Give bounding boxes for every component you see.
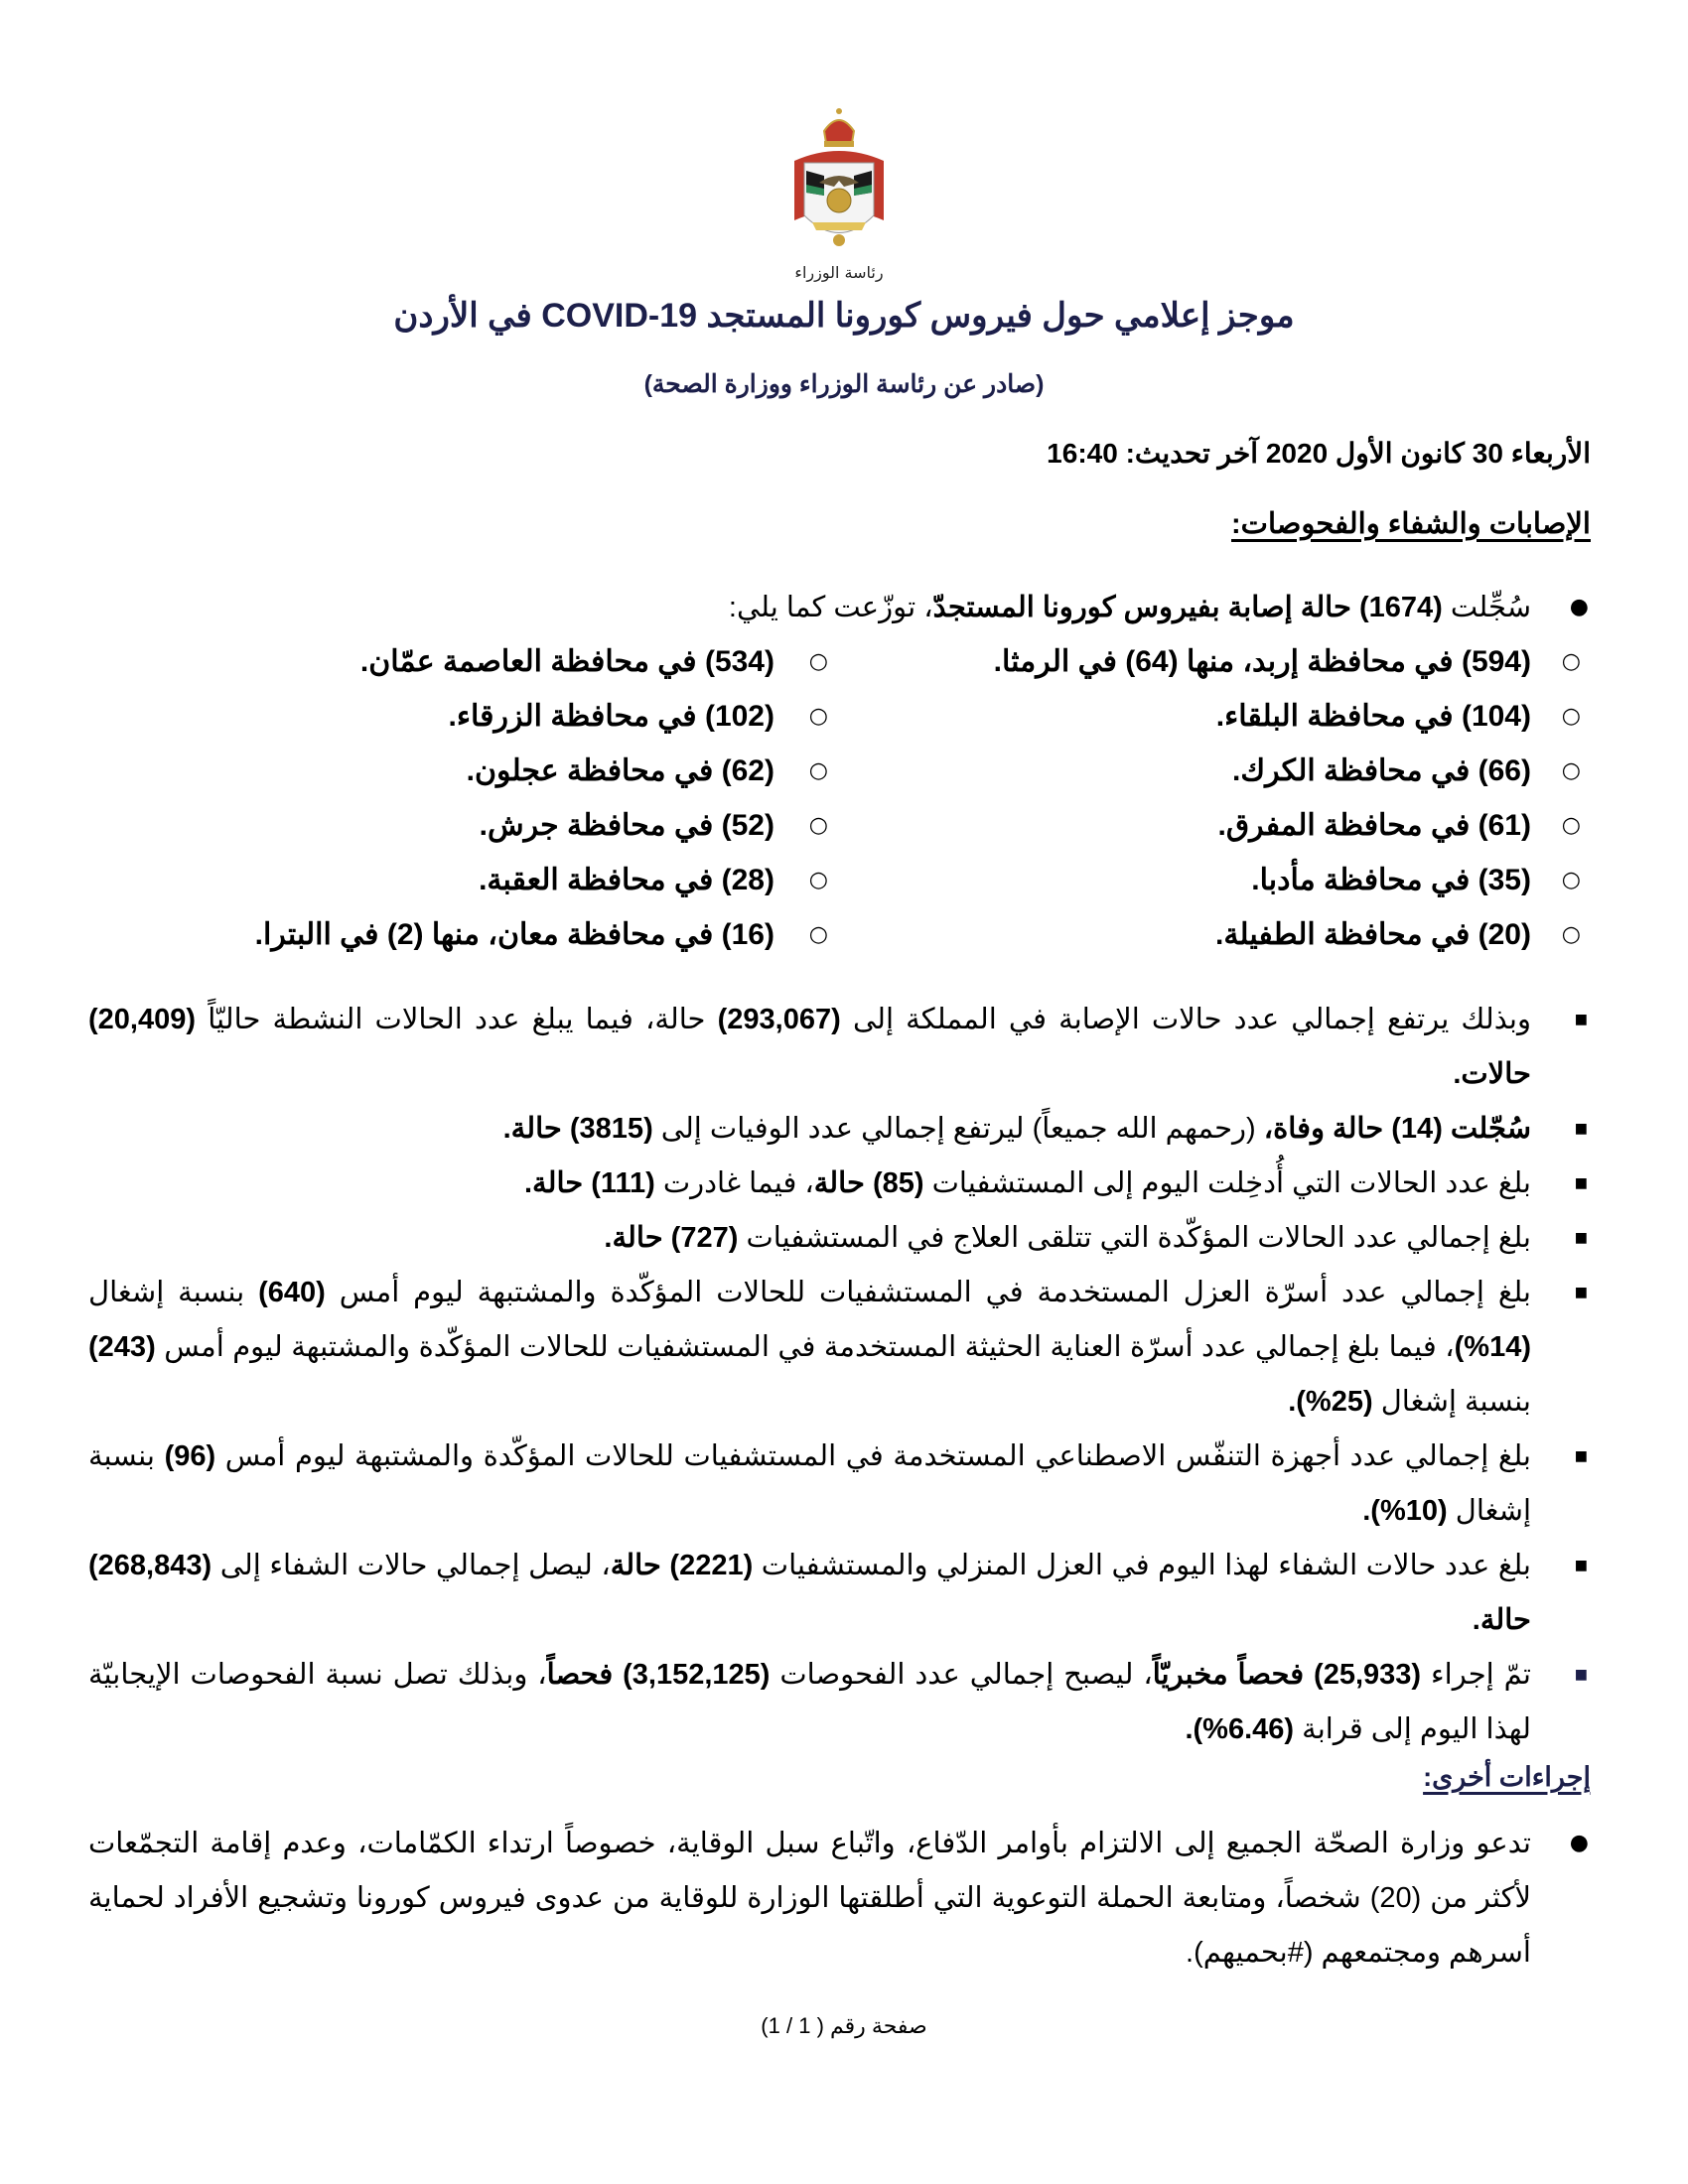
tests-paragraph: تمّ إجراء (25,933) فحصاً مخبريّاً، ليصبح إجمالي عدد الفحوصات (3,152,125) فحصاً، وبذلك تصل نسبة الفحوصات الإيجابيّة لهذا اليوم إلى قرابة (6.46%). — [88, 1659, 1531, 1745]
page-number: صفحة رقم ( 1 / 1) — [761, 2013, 927, 2038]
circle-bullet-icon: ○ — [1561, 813, 1581, 838]
circle-bullet-icon: ○ — [808, 922, 828, 947]
hospitalized-paragraph: بلغ إجمالي عدد الحالات المؤكّدة التي تتلقى العلاج في المستشفيات (727) حالة. — [604, 1222, 1531, 1254]
bullet-disc-icon: ● — [1569, 1831, 1589, 1855]
circle-bullet-icon: ○ — [1561, 922, 1581, 947]
circle-bullet-icon: ○ — [1561, 704, 1581, 729]
circle-bullet-icon: ○ — [1561, 649, 1581, 674]
circle-bullet-icon: ○ — [808, 868, 828, 892]
circle-bullet-icon: ○ — [808, 813, 828, 838]
square-bullet-icon: ■ — [1574, 1448, 1588, 1464]
governorate-item: (66) في محافظة الكرك. — [1232, 754, 1531, 787]
svg-text:رئاسة الوزراء: رئاسة الوزراء — [794, 263, 884, 282]
square-bullet-icon: ■ — [1574, 1012, 1588, 1027]
circle-bullet-icon: ○ — [808, 649, 828, 674]
governorate-item: (594) في محافظة إربد، منها (64) في الرمثا. — [993, 645, 1531, 678]
circle-bullet-icon: ○ — [808, 758, 828, 783]
governorate-item: (534) في محافظة العاصمة عمّان. — [359, 645, 774, 678]
page-subtitle: (صادر عن رئاسة الوزراء ووزارة الصحة) — [643, 370, 1045, 398]
jordan-coat-of-arms-logo — [784, 101, 894, 290]
governorate-item: (52) في محافظة جرش. — [479, 809, 774, 842]
date-last-updated: الأربعاء 30 كانون الأول 2020 آخر تحديث: 16:40 — [1047, 438, 1591, 469]
governorate-item: (61) في محافظة المفرق. — [1217, 809, 1531, 842]
square-bullet-icon: ■ — [1574, 1667, 1588, 1683]
governorate-item: (104) في محافظة البلقاء. — [1215, 700, 1531, 733]
ventilators-paragraph: بلغ إجمالي عدد أجهزة التنفّس الاصطناعي المستخدمة في المستشفيات للحالات المؤكّدة والمشتبهة ليوم أمس (96) بنسبة إشغال (10%). — [88, 1440, 1531, 1527]
governorate-item: (28) في محافظة العقبة. — [479, 864, 774, 896]
circle-bullet-icon: ○ — [1561, 868, 1581, 892]
total-cases-paragraph: وبذلك يرتفع إجمالي عدد حالات الإصابة في المملكة إلى (293,067) حالة، فيما يبلغ عدد الحالات النشطة حاليّاً (20,409) حالات. — [88, 1004, 1531, 1090]
governorate-item: (16) في محافظة معان، منها (2) في االبترا. — [254, 918, 774, 951]
bed-occupancy-paragraph: بلغ إجمالي عدد أسرّة العزل المستخدمة في المستشفيات للحالات المؤكّدة والمشتبهة ليوم أمس (640) بنسبة إشغال (14%)، فيما بلغ إجمالي عدد أسرّة العناية الحثيثة المستخدمة في المستشفيات للحالات المؤكّدة والمشتبهة ليوم أمس (243) بنسبة إشغال (25%). — [88, 1277, 1531, 1418]
governorate-item: (20) في محافظة الطفيلة. — [1215, 918, 1531, 951]
section-heading-other-measures: إجراءات أخرى: — [1423, 1762, 1591, 1792]
ministry-advisory-paragraph: تدعو وزارة الصحّة الجميع إلى الالتزام بأوامر الدّفاع، واتّباع سبل الوقاية، خصوصاً ارتداء الكمّامات، وعدم إقامة التجمّعات لأكثر من (20) شخصاً، ومتابعة الحملة التوعوية التي أطلقتها الوزارة للوقاية من عدوى فيروس كورونا وتشجيع الأفراد لحماية أسرهم ومجتمعهم (#بحميهم). — [88, 1828, 1531, 1969]
bullet-disc-icon: ● — [1569, 595, 1589, 619]
recoveries-paragraph: بلغ عدد حالات الشفاء لهذا اليوم في العزل المنزلي والمستشفيات (2221) حالة، ليصل إجمالي حالات الشفاء إلى (268,843) حالة. — [88, 1550, 1531, 1636]
governorate-item: (62) في محافظة عجلون. — [466, 754, 774, 787]
governorate-item: (102) في محافظة الزرقاء. — [448, 700, 774, 733]
page-title: موجز إعلامي حول فيروس كورونا المستجد COVID-19 في الأردن — [393, 297, 1295, 335]
square-bullet-icon: ■ — [1574, 1285, 1588, 1300]
deaths-paragraph: سُجّلت (14) حالة وفاة، (رحمهم الله جميعاً) ليرتفع إجمالي عدد الوفيات إلى (3815) حالة. — [502, 1113, 1531, 1145]
circle-bullet-icon: ○ — [808, 704, 828, 729]
square-bullet-icon: ■ — [1574, 1230, 1588, 1246]
cases-intro: سُجِّلت (1674) حالة إصابة بفيروس كورونا المستجدّ، توزّعت كما يلي: — [728, 592, 1531, 623]
section-heading-cases: الإصابات والشفاء والفحوصات: — [1231, 508, 1591, 540]
governorate-item: (35) في محافظة مأدبا. — [1251, 864, 1531, 896]
square-bullet-icon: ■ — [1574, 1175, 1588, 1191]
square-bullet-icon: ■ — [1574, 1121, 1588, 1137]
square-bullet-icon: ■ — [1574, 1558, 1588, 1573]
hospital-admissions-paragraph: بلغ عدد الحالات التي أُدخِلت اليوم إلى المستشفيات (85) حالة، فيما غادرت (111) حالة. — [524, 1167, 1531, 1199]
emblem-icon — [784, 101, 894, 290]
circle-bullet-icon: ○ — [1561, 758, 1581, 783]
